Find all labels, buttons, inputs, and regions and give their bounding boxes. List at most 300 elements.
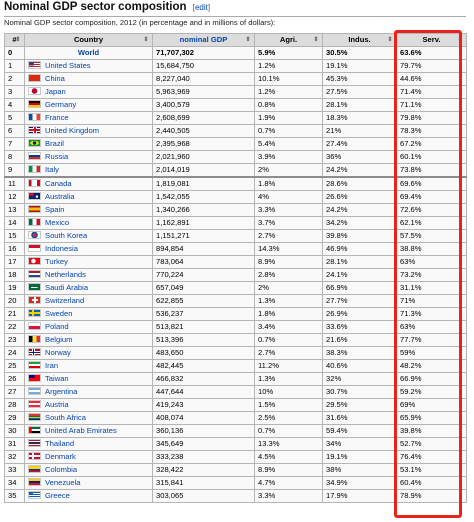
header-nominal-gdp[interactable] [153,34,255,47]
country-link[interactable]: Turkey [45,257,68,266]
agri-cell: 1.9% [255,112,323,125]
gdp-cell: 513,396 [153,334,255,347]
country-cell [25,164,153,178]
country-cell [25,112,153,125]
indus-cell: 24.2% [323,164,397,178]
flag-icon [28,452,41,460]
rank-cell: 29 [5,412,25,425]
header-serv-label: Serv. [422,35,441,44]
gdp-cell: 5,963,969 [153,86,255,99]
flag-icon [28,335,41,343]
country-link[interactable]: Saudi Arabia [45,283,89,292]
table-row [5,425,467,438]
country-link[interactable]: France [45,113,69,122]
serv-cell: 73.8% [397,164,467,178]
table-row [5,112,467,125]
country-link[interactable]: Colombia [45,465,78,474]
country-cell [25,47,153,60]
flag-icon [28,374,41,382]
table-row [5,151,467,164]
country-link[interactable]: Argentina [45,387,78,396]
agri-cell: 4% [255,191,323,204]
table-row [5,191,467,204]
table-row [5,347,467,360]
country-link[interactable]: Denmark [45,452,76,461]
table-row [5,490,467,503]
gdp-cell: 15,684,750 [153,60,255,73]
rank-cell: 7 [5,138,25,151]
header-serv[interactable] [397,34,467,47]
rank-cell: 19 [5,282,25,295]
gdp-cell: 2,014,019 [153,164,255,178]
country-link[interactable]: Sweden [45,309,73,318]
country-cell [25,217,153,230]
agri-cell: 5.9% [255,47,323,60]
serv-cell: 72.6% [397,204,467,217]
serv-cell: 78.9% [397,490,467,503]
country-cell [25,464,153,477]
edit-label[interactable]: edit [194,3,208,12]
rank-cell: 11 [5,177,25,191]
agri-cell: 0.7% [255,334,323,347]
flag-icon [28,179,41,187]
country-link[interactable]: Russia [45,152,69,161]
rank-cell: 30 [5,425,25,438]
country-cell [25,451,153,464]
agri-cell: 1.3% [255,295,323,308]
edit-section-link[interactable] [193,3,210,12]
indus-cell: 45.3% [323,73,397,86]
table-row [5,269,467,282]
rank-cell: 23 [5,334,25,347]
table-row [5,99,467,112]
rank-cell: 22 [5,321,25,334]
serv-cell: 76.4% [397,451,467,464]
country-cell [25,373,153,386]
indus-cell: 40.6% [323,360,397,373]
agri-cell: 4.7% [255,477,323,490]
country-cell [25,490,153,503]
table-row [5,386,467,399]
serv-cell: 52.7% [397,438,467,451]
country-cell [25,230,153,243]
gdp-cell: 1,542,055 [153,191,255,204]
rank-cell: 4 [5,99,25,112]
table-row [5,464,467,477]
rank-cell: 18 [5,269,25,282]
rank-cell: 14 [5,217,25,230]
indus-cell: 26.6% [323,191,397,204]
rank-cell: 3 [5,86,25,99]
rank-cell: 9 [5,164,25,178]
gdp-cell: 447,644 [153,386,255,399]
gdp-cell: 1,819,081 [153,177,255,191]
rank-cell: 31 [5,438,25,451]
country-cell [25,295,153,308]
indus-cell: 59.4% [323,425,397,438]
gdp-cell: 483,650 [153,347,255,360]
rank-cell: 28 [5,399,25,412]
indus-cell: 33.6% [323,321,397,334]
indus-cell: 30.7% [323,386,397,399]
sort-icon[interactable]: ⇕ [313,37,319,43]
flag-icon [28,491,41,499]
table-row [5,308,467,321]
indus-cell: 36% [323,151,397,164]
flag-icon [28,426,41,434]
table-row [5,230,467,243]
header-agri[interactable] [255,34,323,47]
serv-cell: 79.7% [397,60,467,73]
gdp-cell: 894,854 [153,243,255,256]
indus-cell: 39.8% [323,230,397,243]
header-country[interactable] [25,34,153,47]
indus-cell: 28.6% [323,177,397,191]
country-link[interactable]: United Kingdom [45,126,100,135]
header-rank-label: # [12,35,17,44]
table-row [5,282,467,295]
header-rank[interactable] [5,34,25,47]
rank-cell: 17 [5,256,25,269]
indus-cell: 28.1% [323,99,397,112]
table-row [5,125,467,138]
edit-bracket-open: [ [192,3,195,12]
country-cell [25,99,153,112]
country-link[interactable]: Poland [45,322,69,331]
rank-cell: 32 [5,451,25,464]
table-row [5,477,467,490]
country-cell [25,138,153,151]
serv-cell: 53.1% [397,464,467,477]
country-link[interactable]: Norway [45,348,71,357]
agri-cell: 2.8% [255,269,323,282]
rank-cell: 20 [5,295,25,308]
rank-cell: 27 [5,386,25,399]
rank-cell: 26 [5,373,25,386]
indus-cell: 38% [323,464,397,477]
rank-cell: 35 [5,490,25,503]
indus-cell: 21% [323,125,397,138]
table-row [5,138,467,151]
country-link[interactable]: Canada [45,179,72,188]
flag-icon [28,231,41,239]
table-row [5,334,467,347]
country-cell [25,334,153,347]
flag-icon [28,100,41,108]
rank-cell: 12 [5,191,25,204]
sort-icon[interactable]: ⇕ [245,37,251,43]
agri-cell: 8.9% [255,464,323,477]
country-cell [25,425,153,438]
country-link[interactable]: Australia [45,192,75,201]
serv-cell: 48.2% [397,360,467,373]
agri-cell: 11.2% [255,360,323,373]
serv-cell: 79.8% [397,112,467,125]
flag-icon [28,413,41,421]
serv-cell: 67.2% [397,138,467,151]
gdp-cell: 2,608,699 [153,112,255,125]
indus-cell: 66.9% [323,282,397,295]
flag-icon [28,296,41,304]
flag-icon [28,309,41,317]
country-cell [25,125,153,138]
header-nominal-gdp-label: nominal GDP [179,35,228,44]
country-link[interactable]: United States [45,61,91,70]
serv-cell: 71.4% [397,86,467,99]
gdp-cell: 536,237 [153,308,255,321]
agri-cell: 8.9% [255,256,323,269]
agri-cell: 3.4% [255,321,323,334]
country-link[interactable]: Greece [45,491,70,500]
sort-icon[interactable]: ⇕ [387,37,393,43]
country-link[interactable]: South Africa [45,413,86,422]
serv-cell: 71.1% [397,99,467,112]
gdp-cell: 482,445 [153,360,255,373]
serv-cell: 31.1% [397,282,467,295]
rank-cell: 5 [5,112,25,125]
gdp-sector-table [4,33,467,503]
indus-cell: 24.2% [323,204,397,217]
flag-icon [28,205,41,213]
country-link[interactable]: South Korea [45,231,88,240]
flag-icon [28,218,41,226]
agri-cell: 14.3% [255,243,323,256]
sort-icon[interactable]: ⇕ [15,37,21,43]
flag-icon [28,165,41,173]
indus-cell: 27.5% [323,86,397,99]
country-cell [25,308,153,321]
flag-icon [28,113,41,121]
gdp-cell: 622,855 [153,295,255,308]
serv-cell: 69.4% [397,191,467,204]
serv-cell: 73.2% [397,269,467,282]
indus-cell: 28.1% [323,256,397,269]
gdp-cell: 657,049 [153,282,255,295]
gdp-cell: 2,440,505 [153,125,255,138]
header-indus[interactable] [323,34,397,47]
gdp-cell: 770,224 [153,269,255,282]
country-cell [25,347,153,360]
indus-cell: 27.7% [323,295,397,308]
country-cell [25,269,153,282]
indus-cell: 46.9% [323,243,397,256]
table-row [5,451,467,464]
serv-cell: 69.6% [397,177,467,191]
table-row [5,412,467,425]
agri-cell: 5.4% [255,138,323,151]
agri-cell: 10% [255,386,323,399]
serv-cell: 38.8% [397,243,467,256]
gdp-cell: 1,162,891 [153,217,255,230]
rank-cell: 15 [5,230,25,243]
country-cell [25,191,153,204]
country-cell [25,73,153,86]
gdp-cell: 408,074 [153,412,255,425]
country-link[interactable]: Austria [45,400,69,409]
indus-cell: 29.5% [323,399,397,412]
table-row [5,438,467,451]
flag-icon [28,322,41,330]
country-cell [25,151,153,164]
flag-icon [28,257,41,265]
agri-cell: 0.7% [255,425,323,438]
gdp-cell: 783,064 [153,256,255,269]
sort-icon[interactable]: ⇕ [143,37,149,43]
agri-cell: 1.8% [255,308,323,321]
flag-icon [28,126,41,134]
table-row [5,295,467,308]
gdp-cell: 513,821 [153,321,255,334]
table-row [5,86,467,99]
flag-icon [28,244,41,252]
agri-cell: 2.7% [255,230,323,243]
edit-bracket-close: ] [207,3,211,12]
agri-cell: 3.3% [255,490,323,503]
header-agri-label: Agri. [279,35,298,44]
header-indus-label: Indus. [348,35,371,44]
agri-cell: 2% [255,164,323,178]
serv-cell: 77.7% [397,334,467,347]
table-row [5,204,467,217]
country-link[interactable]: Iran [45,361,59,370]
country-cell [25,243,153,256]
flag-icon [28,439,41,447]
rank-cell: 0 [5,47,25,60]
country-cell [25,321,153,334]
serv-cell: 71% [397,295,467,308]
table-row [5,73,467,86]
indus-cell: 32% [323,373,397,386]
serv-cell: 63% [397,321,467,334]
table-row [5,177,467,191]
country-link[interactable]: United Arab Emirates [45,426,117,435]
flag-icon [28,400,41,408]
country-link[interactable]: Spain [45,205,65,214]
gdp-cell: 71,707,302 [153,47,255,60]
serv-cell: 57.5% [397,230,467,243]
country-link[interactable]: China [45,74,65,83]
table-row [5,360,467,373]
agri-cell: 2.5% [255,412,323,425]
serv-cell: 44.6% [397,73,467,86]
agri-cell: 1.2% [255,60,323,73]
country-link[interactable]: Brazil [45,139,64,148]
table-row-world [5,47,467,60]
agri-cell: 10.1% [255,73,323,86]
serv-cell: 71.3% [397,308,467,321]
table-row [5,256,467,269]
indus-cell: 27.4% [323,138,397,151]
country-link[interactable]: Italy [45,165,59,174]
indus-cell: 18.3% [323,112,397,125]
indus-cell: 19.1% [323,451,397,464]
gdp-cell: 3,400,579 [153,99,255,112]
flag-icon [28,74,41,82]
indus-cell: 31.6% [323,412,397,425]
agri-cell: 4.5% [255,451,323,464]
country-link[interactable]: Japan [45,87,66,96]
agri-cell: 2.7% [255,347,323,360]
country-link[interactable]: Indonesia [45,244,78,253]
serv-cell: 62.1% [397,217,467,230]
country-cell [25,60,153,73]
country-cell [25,477,153,490]
agri-cell: 3.7% [255,217,323,230]
agri-cell: 13.3% [255,438,323,451]
country-cell [25,204,153,217]
country-link[interactable]: Thailand [45,439,75,448]
country-link[interactable]: World [77,48,100,57]
indus-cell: 38.3% [323,347,397,360]
table-header-row [5,34,467,47]
indus-cell: 30.5% [323,47,397,60]
heading-divider [4,16,466,17]
table-row [5,217,467,230]
country-cell [25,438,153,451]
serv-cell: 63.6% [397,47,467,60]
country-link[interactable]: Netherlands [45,270,86,279]
rank-cell: 13 [5,204,25,217]
indus-cell: 34.9% [323,477,397,490]
rank-cell: 8 [5,151,25,164]
serv-cell: 59.2% [397,386,467,399]
country-link[interactable]: Mexico [45,218,70,227]
rank-cell: 21 [5,308,25,321]
country-cell [25,256,153,269]
serv-cell: 66.9% [397,373,467,386]
country-cell [25,399,153,412]
rank-cell: 1 [5,60,25,73]
rank-cell: 25 [5,360,25,373]
flag-icon [28,139,41,147]
country-cell [25,86,153,99]
flag-icon [28,465,41,473]
country-link[interactable]: Venezuela [45,478,81,487]
agri-cell: 1.2% [255,86,323,99]
country-link[interactable]: Belgium [45,335,73,344]
gdp-cell: 2,395,968 [153,138,255,151]
country-cell [25,177,153,191]
country-cell [25,412,153,425]
table-row [5,60,467,73]
table-row [5,243,467,256]
agri-cell: 0.7% [255,125,323,138]
agri-cell: 3.3% [255,204,323,217]
indus-cell: 26.9% [323,308,397,321]
indus-cell: 34.2% [323,217,397,230]
indus-cell: 19.1% [323,60,397,73]
rank-cell: 2 [5,73,25,86]
country-link[interactable]: Switzerland [45,296,85,305]
section-title: Nominal GDP sector composition [4,1,187,13]
sort-icon[interactable]: ⇕ [457,37,463,43]
agri-cell: 1.5% [255,399,323,412]
flag-icon [28,387,41,395]
table-row [5,373,467,386]
serv-cell: 65.9% [397,412,467,425]
indus-cell: 34% [323,438,397,451]
country-link[interactable]: Taiwan [45,374,69,383]
gdp-cell: 1,340,266 [153,204,255,217]
agri-cell: 0.8% [255,99,323,112]
flag-icon [28,152,41,160]
gdp-cell: 2,021,960 [153,151,255,164]
flag-icon [28,348,41,356]
flag-icon [28,283,41,291]
flag-icon [28,361,41,369]
rank-cell: 34 [5,477,25,490]
country-link[interactable]: Germany [45,100,77,109]
